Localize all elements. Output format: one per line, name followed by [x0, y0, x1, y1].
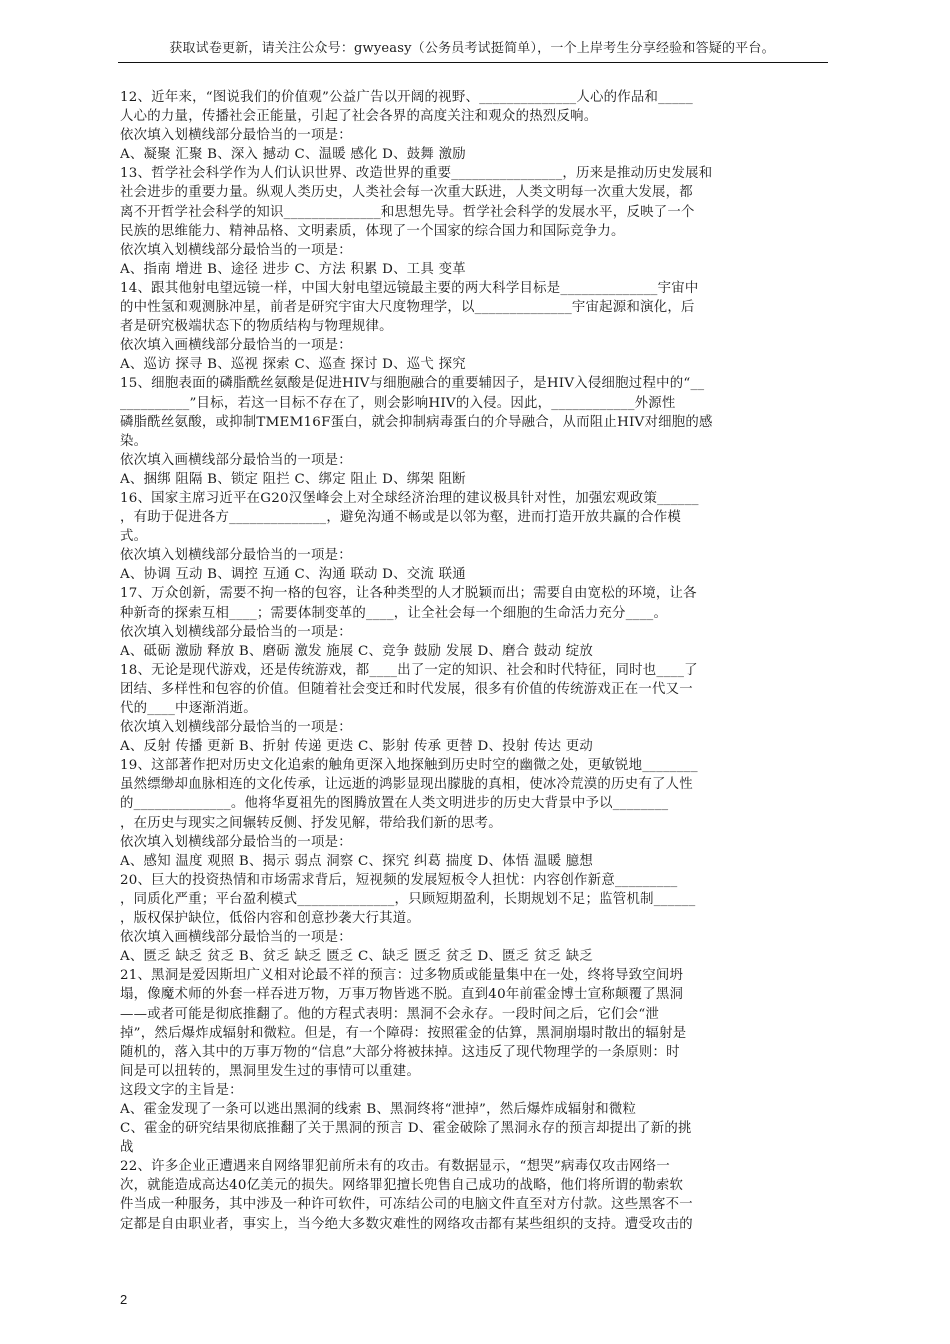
text-line: 定都是自由职业者，事实上，当今绝大多数灾难性的网络攻击都有某些组织的支持。遭受攻击的	[120, 1216, 693, 1232]
text-line: 依次填入划横线部分最恰当的一项是：	[120, 242, 352, 258]
text-line: 塌，像魔术师的外套一样吞进万物，万事万物皆逃不脱。直到40年前霍金博士宣称颠覆了黑洞	[120, 987, 684, 1003]
text-line: A、反射 传播 更新 B、折射 传递 更迭 C、影射 传承 更替 D、投射 传达 更动	[120, 739, 593, 755]
text-line: 依次填入画横线部分最恰当的一项是：	[120, 452, 352, 468]
text-line: ——或者可能是彻底推翻了。他的方程式表明：黑洞不会永存。一段时间之后，它们会“泄	[120, 1006, 660, 1022]
text-line: 者是研究极端状态下的物质结构与物理规律。	[120, 319, 393, 335]
text-line: 依次填入画横线部分最恰当的一项是：	[120, 930, 352, 946]
text-line: 16、国家主席习近平在G20汉堡峰会上对全球经济治理的建议极具针对性，加强宏观政策______	[120, 490, 699, 506]
text-line: 依次填入划横线部分最恰当的一项是：	[120, 624, 352, 640]
text-line: A、协调 互动 B、调控 互通 C、沟通 联动 D、交流 联通	[120, 567, 466, 583]
text-line: 依次填入划横线部分最恰当的一项是：	[120, 720, 352, 736]
text-line: 20、巨大的投资热情和市场需求背后，短视频的发展短板令人担忧：内容创作新意_________	[120, 872, 678, 888]
text-line: A、指南 增进 B、途径 进步 C、方法 积累 D、工具 变革	[120, 261, 466, 277]
text-line: 次，就能造成高达40亿美元的损失。网络罪犯擅长兜售自己成功的战略，他们将所谓的勒索软	[120, 1178, 684, 1194]
page-header-text: 获取试卷更新，请关注公众号：gwyeasy（公务员考试挺简单），一个上岸考生分享经验和答疑的平台。	[169, 41, 775, 56]
text-line: 染。	[120, 433, 148, 449]
text-line: A、捆绑 阻隔 B、锁定 阻拦 C、绑定 阻止 D、绑架 阻断	[120, 471, 466, 487]
page-number: 2	[120, 1292, 128, 1307]
text-line: A、砥砺 激励 释放 B、磨砺 激发 施展 C、竞争 鼓励 发展 D、磨合 鼓动 绽放	[120, 643, 593, 659]
text-line: A、霍金发现了一条可以逃出黑洞的线索 B、黑洞终将“泄掉”，然后爆炸成辐射和微粒	[120, 1101, 637, 1117]
text-line: 种新奇的探索互相____；需要体制变革的____，让全社会每一个细胞的生命活力充分____。	[120, 605, 668, 621]
text-line: 21、黑洞是爱因斯坦广义相对论最不祥的预言：过多物质或能量集中在一处，终将导致空间坍	[120, 968, 684, 984]
text-line: 15、细胞表面的磷脂酰丝氨酸是促进HIV与细胞融合的重要辅因子，是HIV入侵细胞过程中的“__	[120, 376, 705, 392]
text-line: 依次填入划横线部分最恰当的一项是：	[120, 128, 352, 144]
text-line: 13、哲学社会科学作为人们认识世界、改造世界的重要________________，历来是推动历史发展和	[120, 166, 713, 182]
text-line: 虽然缥缈却血脉相连的文化传承，让远逝的鸿影显现出朦胧的真相，使冰冷荒漠的历史有了人性	[120, 777, 693, 793]
text-line: ，版权保护缺位，低俗内容和创意抄袭大行其道。	[120, 911, 421, 927]
text-line: 代的____中逐渐消逝。	[120, 701, 257, 716]
text-line: A、感知 温度 观照 B、揭示 弱点 洞察 C、探究 纠葛 揣度 D、体悟 温暖 臆想	[120, 853, 593, 869]
text-line: 的中性氢和观测脉冲星，前者是研究宇宙大尺度物理学，以______________宇宙起源和演化，后	[120, 300, 695, 316]
text-line: ，同质化严重；平台盈利模式______________，只顾短期盈利，长期规划不足；监管机制______	[120, 891, 696, 907]
text-line: __________”目标，若这一目标不存在了，则会影响HIV的入侵。因此，____________外源性	[120, 395, 676, 411]
header-divider	[118, 62, 828, 63]
text-line: 件当成一种服务，其中涉及一种许可软件，可冻结公司的电脑文件直至对方付款。这些黑客不一	[120, 1197, 693, 1213]
text-line: ，有助于促进各方______________，避免沟通不畅或是以邻为壑，进而打造开放共赢的合作模	[120, 510, 682, 526]
text-line: 离不开哲学社会科学的知识______________和思想先导。哲学社会科学的发展水平，反映了一个	[120, 204, 695, 220]
text-line: 民族的思维能力、精神品格、文明素质，体现了一个国家的综合国力和国际竞争力。	[120, 223, 625, 239]
text-line: 的______________。他将华夏祖先的图腾放置在人类文明进步的历史大背景中予以________	[120, 796, 669, 812]
text-line: 依次填入画横线部分最恰当的一项是：	[120, 338, 352, 354]
document-body	[120, 88, 826, 1234]
text-line: A、匮乏 缺乏 贫乏 B、贫乏 缺乏 匮乏 C、缺乏 匮乏 贫乏 D、匮乏 贫乏 缺乏	[120, 949, 593, 965]
text-line: 18、无论是现代游戏，还是传统游戏，都____出了一定的知识、社会和时代特征，同时也____了	[120, 662, 698, 678]
text-line: 战	[120, 1140, 134, 1156]
text-line: 团结、多样性和包容的价值。但随着社会变迁和时代发展，很多有价值的传统游戏正在一代又一	[120, 681, 693, 697]
text-line: A、凝聚 汇聚 B、深入 撼动 C、温暖 感化 D、鼓舞 激励	[120, 147, 466, 163]
text-line: 社会进步的重要力量。纵观人类历史，人类社会每一次重大跃进，人类文明每一次重大发展，都	[120, 185, 693, 201]
text-line: 12、近年来，“图说我们的价值观”公益广告以开阔的视野、______________人心的作品和_____	[120, 90, 693, 105]
text-line: 依次填入划横线部分最恰当的一项是：	[120, 834, 352, 850]
text-line: 掉”，然后爆炸成辐射和微粒。但是，有一个障碍：按照霍金的估算，黑洞崩塌时散出的辐射是	[120, 1025, 687, 1041]
text-line: 17、万众创新，需要不拘一格的包容，让各种类型的人才脱颖而出；需要自由宽松的环境，让各	[120, 586, 697, 602]
text-line: 式。	[120, 529, 148, 545]
text-line: 22、许多企业正遭遇来自网络罪犯前所未有的攻击。有数据显示，“想哭”病毒仅攻击网络一	[120, 1159, 671, 1175]
text-line: A、巡访 探寻 B、巡视 探索 C、巡查 探讨 D、巡弋 探究	[120, 357, 466, 373]
text-line: 这段文字的主旨是：	[120, 1082, 243, 1098]
text-line: ，在历史与现实之间辗转反侧、抒发见解，带给我们新的思考。	[120, 815, 502, 831]
text-line: C、霍金的研究结果彻底推翻了关于黑洞的预言 D、霍金破除了黑洞永存的预言却提出了新的挑	[120, 1121, 692, 1137]
text-line: 随机的，落入其中的万事万物的“信息”大部分将被抹掉。这违反了现代物理学的一条原则：时	[120, 1044, 680, 1060]
text-line: 磷脂酰丝氨酸，或抑制TMEM16F蛋白，就会抑制病毒蛋白的介导融合，从而阻止HIV对细胞的感	[120, 414, 713, 430]
text-line: 14、跟其他射电望远镜一样，中国大射电望远镜最主要的两大科学目标是______________宇宙中	[120, 280, 699, 296]
text-line: 间是可以扭转的，黑洞里发生过的事情可以重建。	[120, 1063, 421, 1079]
text-line: 依次填入划横线部分最恰当的一项是：	[120, 548, 352, 564]
text-line: 人心的力量，传播社会正能量，引起了社会各界的高度关注和观众的热烈反响。	[120, 109, 598, 125]
text-line: 19、这部著作把对历史文化追索的触角更深入地探触到历史时空的幽微之处，更敏锐地________	[120, 758, 698, 774]
